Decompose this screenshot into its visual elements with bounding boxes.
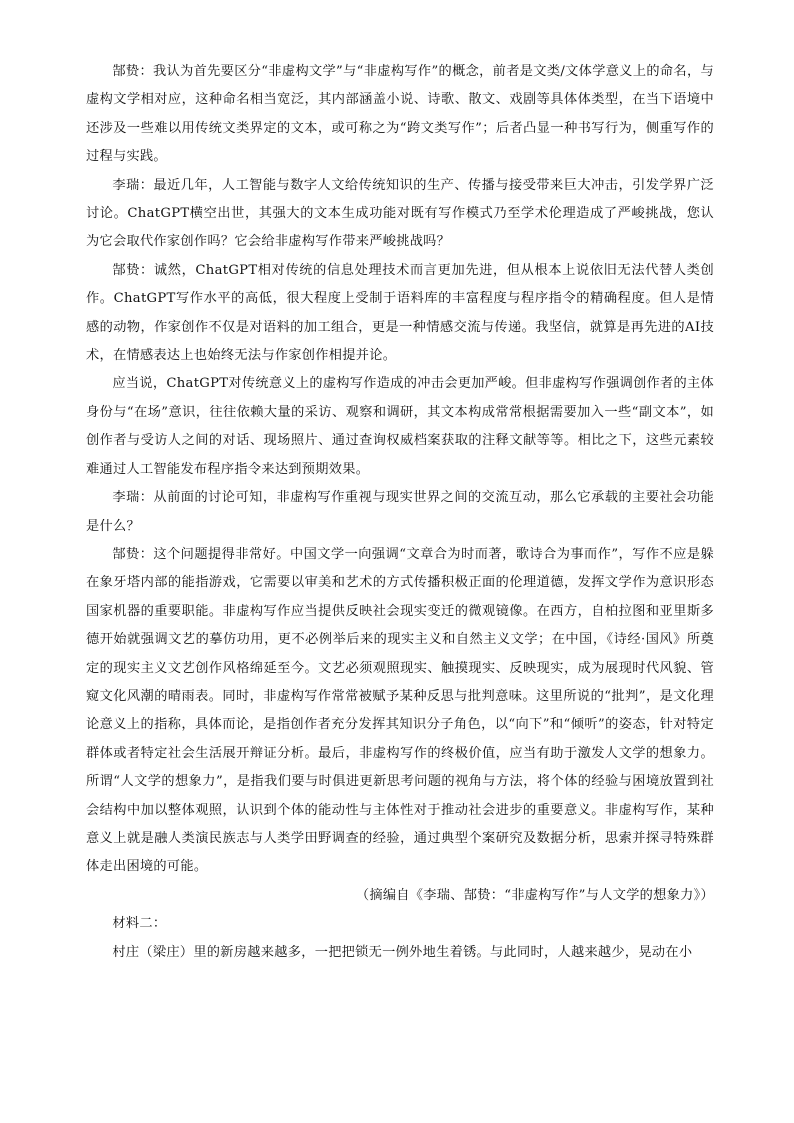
paragraph-nonfiction-impact: 应当说，ChatGPT对传统意义上的虚构写作造成的冲击会更加严峻。但非虚构写作强调创作者的主体身份与“在场”意识，往往依赖大量的采访、观察和调研，其文本构成常常根据需要加入一些“副文本”，如创作者与受访人之间的对话、现场照片、通过查询权威档案获取的注释文献等等。相比之下，这些元素较难通过人工智能发布程序指令来达到预期效果。: [86, 376, 714, 477]
paragraph-li-social-function-question: 李瑞：从前面的讨论可知，非虚构写作重视与现实世界之间的交流互动，那么它承载的主要社会功能是什么？: [86, 490, 714, 534]
paragraph-gao-social-function-answer: 郜贽：这个问题提得非常好。中国文学一向强调“文章合为时而著，歌诗合为事而作”，写作不应是躲在象牙塔内部的能指游戏，它需要以审美和艺术的方式传播积极正面的伦理道德，发挥文学作为意识形态国家机器的重要职能。非虚构写作应当提供反映社会现实变迁的微观镜像。在西方，自柏拉图和亚里斯多德开始就强调文艺的摹仿功用，更不必例举后来的现实主义和自然主义文学；在中国，《诗经·国风》所奠定的现实主义文艺创作风格绵延至今。文艺必须观照现实、触摸现实、反映现实，成为展现时代风貌、管窥文化风潮的晴雨表。同时，非虚构写作常常被赋予某种反思与批判意味。这里所说的“批判”，是文化理论意义上的指称，具体而论，是指创作者充分发挥其知识分子角色，以“向下”和“倾听”的姿态，针对特定群体或者特定社会生活展开辩证分析。最后，非虚构写作的终极价值，应当有助于激发人文学的想象力。所谓“人文学的想象力”，是指我们要与时俱进更新思考问题的视角与方法，将个体的经验与困境放置到社会结构中加以整体观照，认识到个体的能动性与主体性对于推动社会进步的重要意义。非虚构写作，某种意义上就是融人类演民族志与人类学田野调查的经验，通过典型个案研究及数据分析，思索并探寻特殊群体走出困境的可能。: [86, 546, 714, 875]
source-citation: （摘编自《李瑞、郜贽：“非虚构写作”与人文学的想象力》）: [355, 887, 714, 903]
paragraph-gao-chatgpt-answer: 郜贽：诚然，ChatGPT相对传统的信息处理技术而言更加先进，但从根本上说依旧无法代替人类创作。ChatGPT写作水平的高低，很大程度上受制于语料库的丰富程度与程序指令的精确程度。但人是情感的动物，作家创作不仅是对语料的加工组合，更是一种情感交流与传递。我坚信，就算是再先进的AI技术，在情感表达上也始终无法与作家创作相提并论。: [86, 262, 714, 364]
material-two-heading: 材料二：: [112, 916, 167, 932]
article-body: [86, 58, 714, 967]
paragraph-gao-definition: 郜贽：我认为首先要区分“非虚构文学”与“非虚构写作”的概念，前者是文类/文体学意义上的命名，与虚构文学相对应，这种命名相当宽泛，其内部涵盖小说、诗歌、散文、戏剧等具体体类型，在当下语境中还涉及一些难以用传统文类界定的文本，或可称之为“跨文类写作”；后者凸显一种书写行为，侧重写作的过程与实践。: [86, 64, 714, 165]
material-two-text: 村庄（梁庄）里的新房越来越多，一把把锁无一例外地生着锈。与此同时，人越来越少，晃动在小: [112, 944, 693, 960]
paragraph-li-chatgpt-question: 李瑞：最近几年，人工智能与数字人文给传统知识的生产、传播与接受带来巨大冲击，引发学界广泛讨论。ChatGPT横空出世，其强大的文本生成功能对既有写作模式乃至学术伦理造成了严峻挑战，您认为它会取代作家创作吗？它会给非虚构写作带来严峻挑战吗？: [86, 177, 714, 250]
